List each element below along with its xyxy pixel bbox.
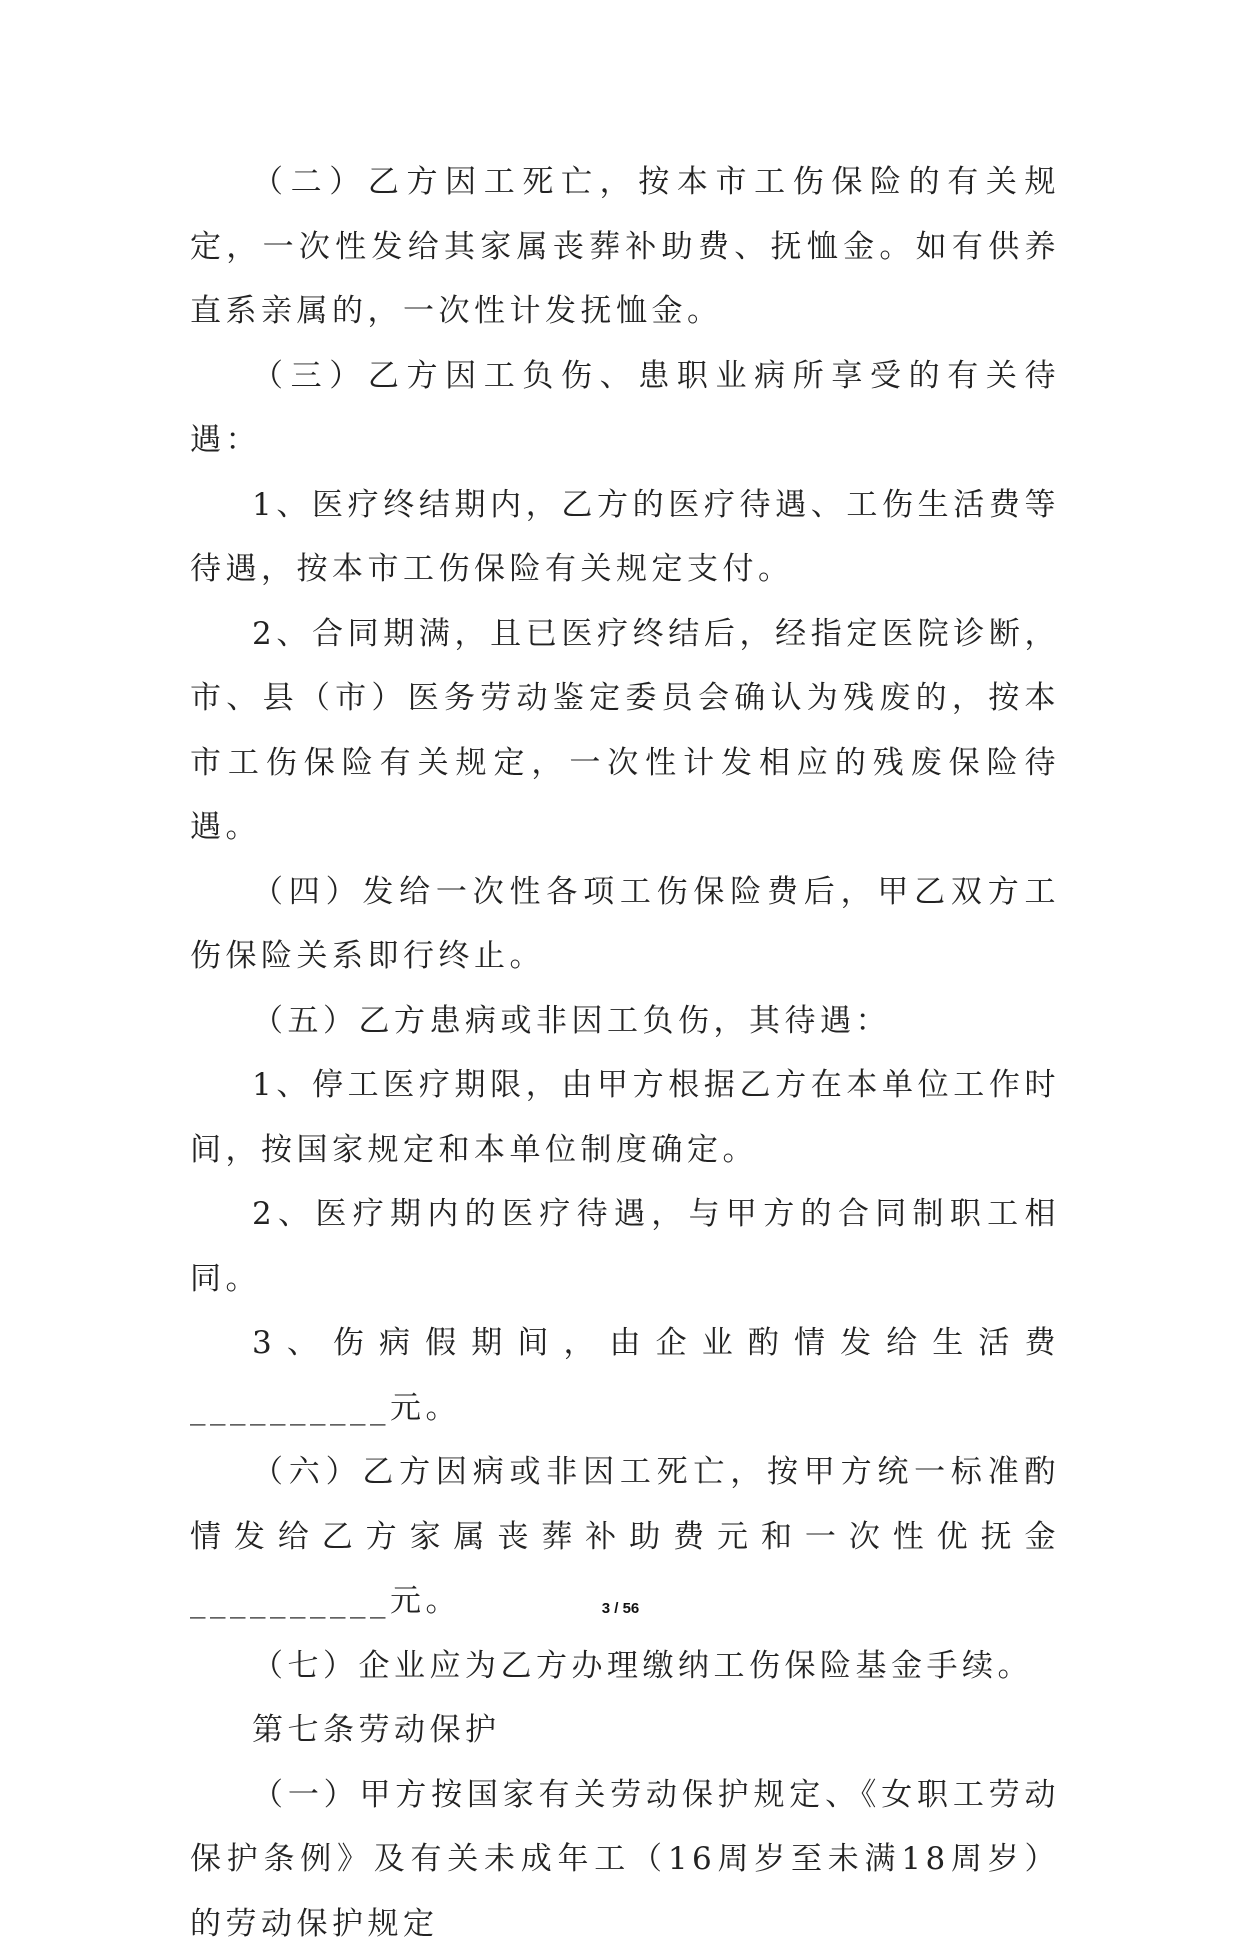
page-number: 3 / 56: [0, 1600, 1241, 1617]
section-heading: 第七条劳动保护: [190, 1698, 1060, 1763]
paragraph: 2、医疗期内的医疗待遇，与甲方的合同制职工相同。: [190, 1182, 1060, 1311]
paragraph: 1、停工医疗期限，由甲方根据乙方在本单位工作时间，按国家规定和本单位制度确定。: [190, 1053, 1060, 1182]
document-body: [190, 150, 1060, 1956]
paragraph: 3、伤病假期间，由企业酌情发给生活费__________元。: [190, 1311, 1060, 1440]
paragraph: （七）企业应为乙方办理缴纳工伤保险基金手续。: [190, 1634, 1060, 1699]
paragraph: 1、医疗终结期内，乙方的医疗待遇、工伤生活费等待遇，按本市工伤保险有关规定支付。: [190, 473, 1060, 602]
paragraph: （六）乙方因病或非因工死亡，按甲方统一标准酌情发给乙方家属丧葬补助费元和一次性优抚金__________元。: [190, 1440, 1060, 1634]
paragraph: 2、合同期满，且已医疗终结后，经指定医院诊断，市、县（市）医务劳动鉴定委员会确认为残废的，按本市工伤保险有关规定，一次性计发相应的残废保险待遇。: [190, 602, 1060, 860]
paragraph: （四）发给一次性各项工伤保险费后，甲乙双方工伤保险关系即行终止。: [190, 860, 1060, 989]
paragraph: （五）乙方患病或非因工负伤，其待遇：: [190, 989, 1060, 1054]
paragraph: （三）乙方因工负伤、患职业病所享受的有关待遇：: [190, 344, 1060, 473]
paragraph: （一）甲方按国家有关劳动保护规定、《女职工劳动保护条例》及有关未成年工（16周岁至未满18周岁）的劳动保护规定: [190, 1763, 1060, 1956]
paragraph: （二）乙方因工死亡，按本市工伤保险的有关规定，一次性发给其家属丧葬补助费、抚恤金。如有供养直系亲属的，一次性计发抚恤金。: [190, 150, 1060, 344]
